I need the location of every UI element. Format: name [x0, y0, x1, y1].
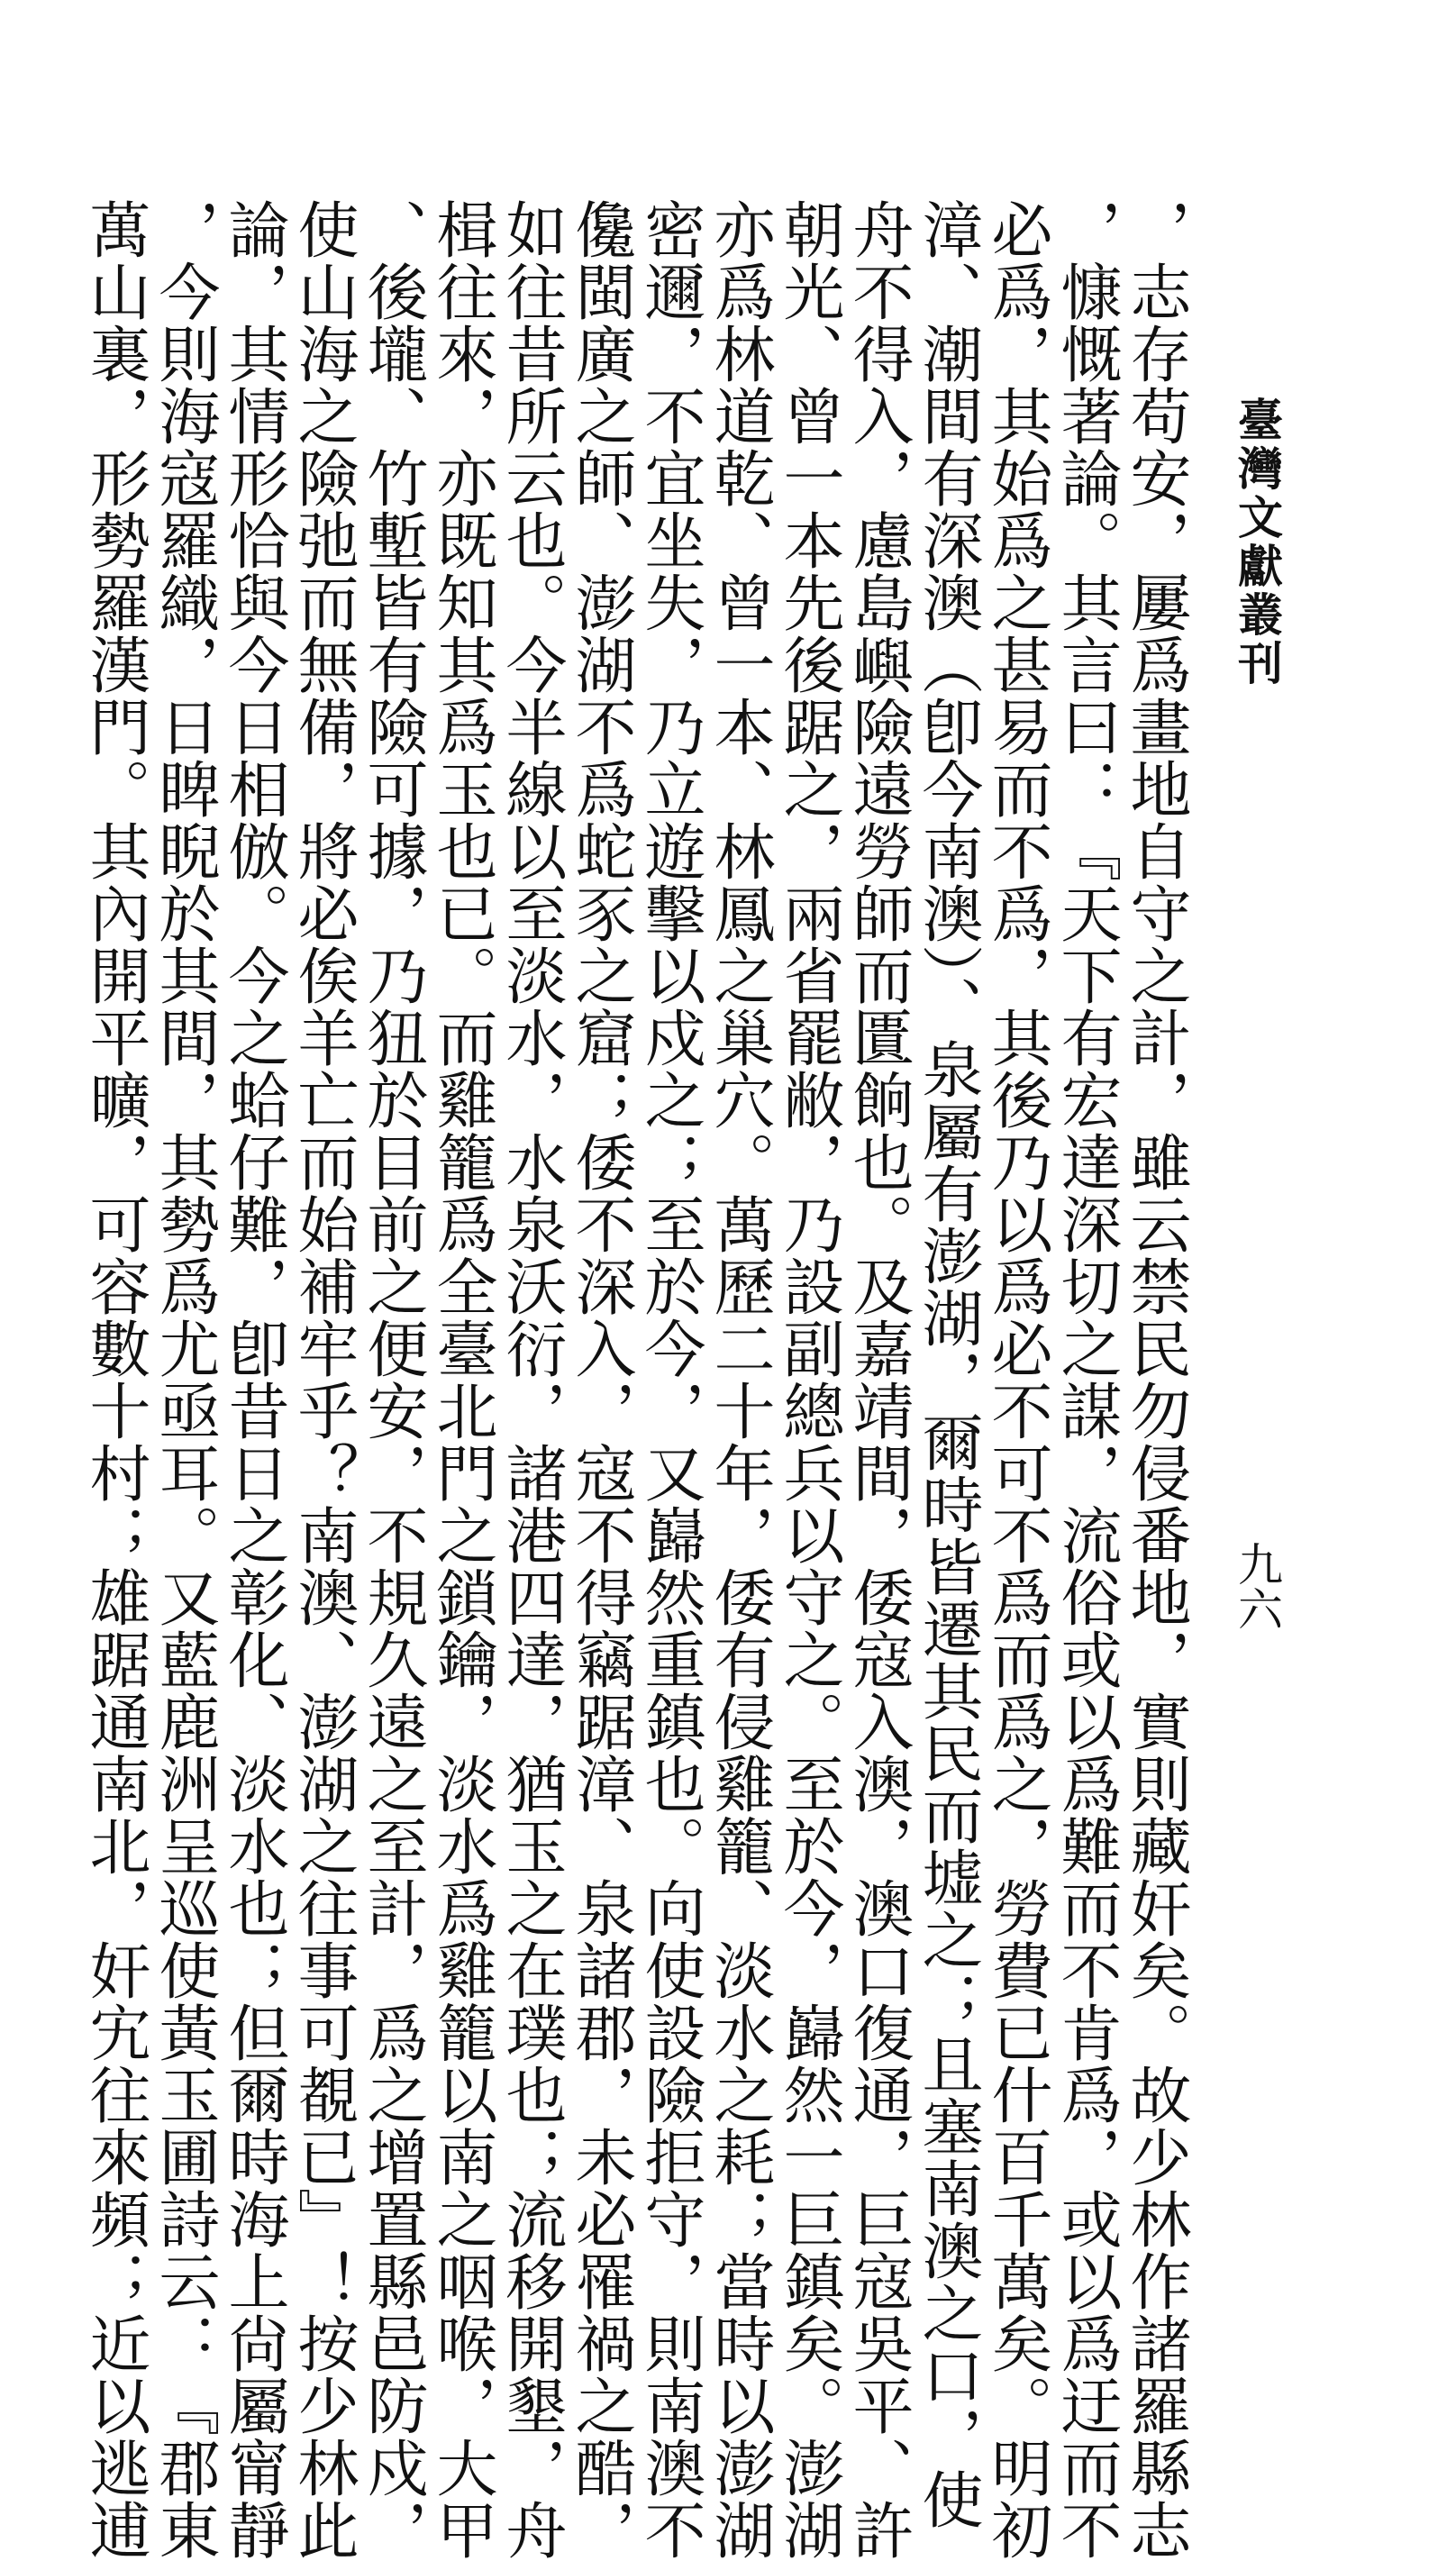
- text-column: 漳、潮間有深澳（卽今南澳）、泉屬有澎湖，爾時皆遷其民而墟之；且塞南澳之口，使: [912, 198, 983, 2530]
- text-column: 使山海之險弛而無備，將必俟羊亡而始補牢乎？南澳、澎湖之往事可覩已』！按少林此: [287, 198, 359, 2561]
- text-column: 儳閩廣之師、澎湖不爲蛇豕之窟；倭不深入，寇不得竊踞漳、泉諸郡，未必罹禍之酷，: [565, 198, 636, 2561]
- text-column: 論，其情形恰與今日相倣。今之蛤仔難，卽昔日之彰化、淡水也；但爾時海上尙屬甯靜: [218, 198, 289, 2561]
- text-column: 亦爲林道乾、曾一本、林鳳之巢穴。萬歷二十年，倭有侵雞籠、淡水之耗；當時以澎湖: [704, 198, 775, 2561]
- text-column: 、後壠、竹塹皆有險可據，乃狃於目前之便安，不規久遠之至計，爲之增置縣邑防戍，: [357, 198, 428, 2561]
- text-column: 必爲，其始爲之甚易而不爲，其後乃以爲必不可不爲而爲之，勞費已什百千萬矣。明初: [981, 198, 1052, 2561]
- text-column: ，志存苟安，屢爲畫地自守之計，雖云禁民勿侵番地，實則藏奸矣。故少林作諸羅縣志: [1120, 198, 1191, 2561]
- page-number: 九六: [1231, 1541, 1283, 1631]
- vertical-text-block: [79, 198, 1191, 2561]
- text-column: ，慷慨著論。其言曰：『天下有宏達深切之謀，流俗或以爲難而不肯爲，或以爲迂而不: [1051, 198, 1122, 2561]
- text-column: 密邇，不宜坐失，乃立遊擊以戍之；至於今，又巋然重鎮也。向使設險拒守，則南澳不: [634, 198, 705, 2561]
- text-column: 如往昔所云也。今半線以至淡水，水泉沃衍，諸港四達，猶玉之在璞也；流移開墾，舟: [496, 198, 567, 2561]
- text-column: 朝光、曾一本先後踞之，兩省罷敝，乃設副總兵以守之。至於今，巋然一巨鎮矣。澎湖: [773, 198, 844, 2561]
- text-column: 楫往來，亦既知其爲玉也已。而雞籠爲全臺北門之鎖鑰，淡水爲雞籠以南之咽喉，大甲: [426, 198, 497, 2561]
- running-head: 臺灣文獻叢刊: [1231, 396, 1284, 688]
- text-column: ，今則海寇羅織，日睥睨於其間，其勢爲尤亟耳。又藍鹿洲呈巡使黃玉圃詩云：『郡東: [149, 198, 220, 2561]
- text-column: 舟不得入，慮島嶼險遠勞師而匱餉也。及嘉靖間，倭寇入澳，澳口復通，巨寇吳平、許: [842, 198, 914, 2561]
- text-column: 萬山裏，形勢羅漢門。其內開平曠，可容數十村；雄踞通南北，奸宄往來頻；近以逃逋: [79, 198, 150, 2561]
